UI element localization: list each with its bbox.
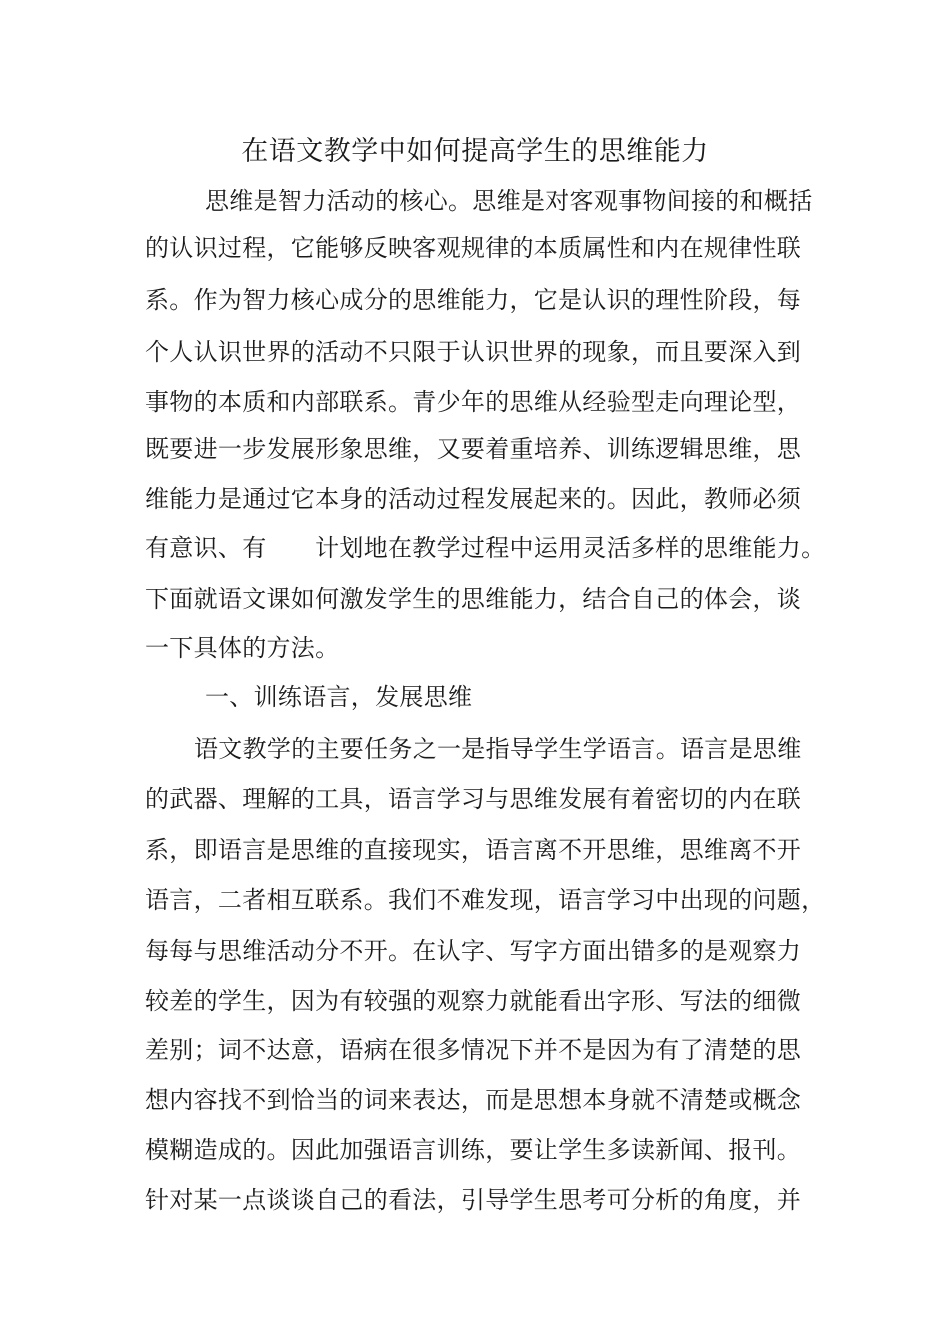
body-line-4: 个人认识世界的活动不只限于认识世界的现象，而且要深入到 — [145, 338, 802, 366]
body-line-15: 每每与思维活动分不开。在认字、写字方面出错多的是观察力 — [145, 937, 802, 965]
body-line-18: 想内容找不到恰当的词来表达，而是思想本身就不清楚或概念 — [145, 1086, 802, 1114]
body-line-13: 系，即语言是思维的直接现实，语言离不开思维，思维离不开 — [145, 836, 802, 864]
document-title: 在语文教学中如何提高学生的思维能力 — [241, 136, 709, 167]
body-line-2: 的认识过程，它能够反映客观规律的本质属性和内在规律性联 — [145, 234, 802, 262]
body-line-19: 模糊造成的。因此加强语言训练，要让学生多读新闻、报刊。 — [145, 1136, 802, 1164]
body-line-1: 思维是智力活动的核心。思维是对客观事物间接的和概括 — [205, 187, 813, 215]
body-line-7: 维能力是通过它本身的活动过程发展起来的。因此，教师必须 — [145, 485, 802, 513]
body-line-6: 既要进一步发展形象思维，又要着重培养、训练逻辑思维，思 — [145, 435, 802, 463]
body-line-3: 系。作为智力核心成分的思维能力，它是认识的理性阶段，每 — [145, 286, 802, 314]
body-line-10: 一下具体的方法。 — [145, 634, 340, 662]
body-line-8: 有意识、有 计划地在教学过程中运用灵活多样的思维能力。 — [145, 534, 826, 562]
body-line-5: 事物的本质和内部联系。青少年的思维从经验型走向理论型， — [145, 388, 802, 416]
body-line-17: 差别；词不达意，语病在很多情况下并不是因为有了清楚的思 — [145, 1036, 802, 1064]
body-line-12: 的武器、理解的工具，语言学习与思维发展有着密切的内在联 — [145, 785, 802, 813]
body-line-11: 语文教学的主要任务之一是指导学生学语言。语言是思维 — [194, 735, 802, 763]
body-line-9: 下面就语文课如何激发学生的思维能力，结合自己的体会，谈 — [145, 585, 802, 613]
body-line-14: 语言，二者相互联系。我们不难发现，语言学习中出现的问题， — [145, 886, 826, 914]
body-line-20: 针对某一点谈谈自己的看法，引导学生思考可分析的角度，并 — [145, 1186, 802, 1214]
body-line-16: 较差的学生，因为有较强的观察力就能看出字形、写法的细微 — [145, 987, 802, 1015]
section-heading: 一、训练语言，发展思维 — [205, 683, 473, 711]
